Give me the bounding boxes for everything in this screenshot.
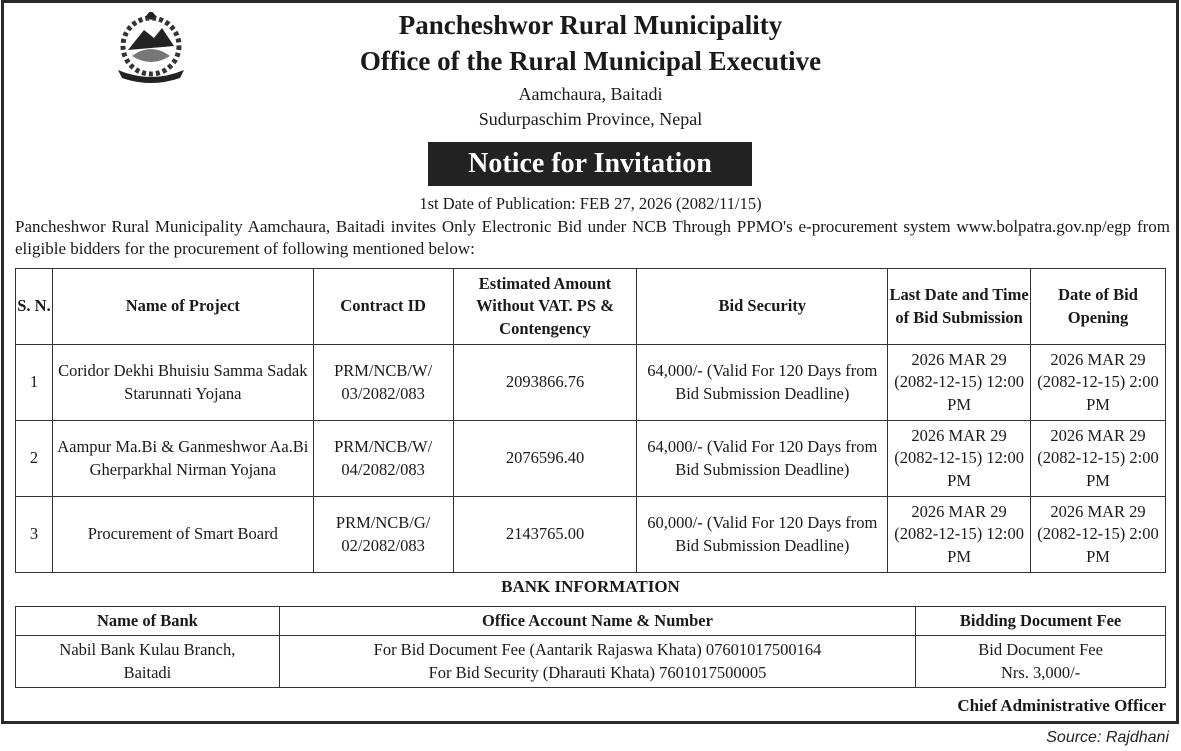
table-header-row <box>16 269 1166 345</box>
cell-amount: 2076596.40 <box>453 421 637 497</box>
municipality-title: Pancheshwor Rural Municipality <box>398 10 783 40</box>
cell-project: Aampur Ma.Bi & Ganmeshwor Aa.Bi Gherparkhal Nirman Yojana <box>52 421 313 497</box>
bank-name: Nabil Bank Kulau Branch, Baitadi <box>16 636 280 688</box>
doc-fee-label: Bid Document Fee <box>978 640 1103 659</box>
cell-sn: 1 <box>16 345 53 421</box>
cell-opening-date: 2026 MAR 29 (2082-12-15) 2:00 PM <box>1031 345 1166 421</box>
cell-contract-id: PRM/NCB/W/ 04/2082/083 <box>313 421 453 497</box>
cell-opening-date: 2026 MAR 29 (2082-12-15) 2:00 PM <box>1031 421 1166 497</box>
bank-row <box>16 636 1166 688</box>
table-row <box>16 497 1166 573</box>
header-bid-security: Bid Security <box>637 269 888 345</box>
bank-info-heading: BANK INFORMATION <box>501 577 680 596</box>
address-line-2: Sudurpaschim Province, Nepal <box>478 109 703 129</box>
cell-project: Coridor Dekhi Bhuisiu Samma Sadak Starunnati Yojana <box>52 345 313 421</box>
cell-project: Procurement of Smart Board <box>52 497 313 573</box>
header-opening-date: Date of Bid Opening <box>1031 269 1166 345</box>
cell-bid-security: 64,000/- (Valid For 120 Days from Bid Submission Deadline) <box>637 345 888 421</box>
cell-bid-security: 60,000/- (Valid For 120 Days from Bid Submission Deadline) <box>637 497 888 573</box>
doc-fee <box>916 636 1166 688</box>
procurement-table <box>15 268 1166 573</box>
cell-sn: 3 <box>16 497 53 573</box>
header-estimated-amount: Estimated Amount Without VAT. PS & Contengency <box>453 269 637 345</box>
header-account: Office Account Name & Number <box>279 607 915 636</box>
header-bank-name: Name of Bank <box>16 607 280 636</box>
address-line-1: Aamchaura, Baitadi <box>518 84 663 104</box>
cell-last-date: 2026 MAR 29 (2082-12-15) 12:00 PM <box>888 345 1031 421</box>
cell-amount: 2093866.76 <box>453 345 637 421</box>
intro-paragraph: Pancheshwor Rural Municipality Aamchaura, Baitadi invites Only Electronic Bid under NCB Through PPMO's e-procurement system www.bolpatra.gov.np/egp from eligible bidders for the procurement of following mentioned below: <box>15 217 1170 258</box>
cell-bid-security: 64,000/- (Valid For 120 Days from Bid Submission Deadline) <box>637 421 888 497</box>
header-last-date: Last Date and Time of Bid Submission <box>888 269 1031 345</box>
header-project: Name of Project <box>52 269 313 345</box>
table-row <box>16 345 1166 421</box>
cell-sn: 2 <box>16 421 53 497</box>
account-line-bid-security: For Bid Security (Dharauti Khata) 7601017500005 <box>428 662 767 682</box>
bank-header-row <box>16 607 1166 636</box>
cell-contract-id: PRM/NCB/G/ 02/2082/083 <box>313 497 453 573</box>
office-title: Office of the Rural Municipal Executive <box>359 46 822 76</box>
source-credit: Source: Rajdhani <box>1046 729 1169 746</box>
bank-table <box>15 606 1166 688</box>
cell-last-date: 2026 MAR 29 (2082-12-15) 12:00 PM <box>888 421 1031 497</box>
account-line-doc-fee: For Bid Document Fee (Aantarik Rajaswa Khata) 07601017500164 <box>373 640 822 659</box>
cell-contract-id: PRM/NCB/W/ 03/2082/083 <box>313 345 453 421</box>
header-contract-id: Contract ID <box>313 269 453 345</box>
notice-banner: Notice for Invitation <box>428 142 752 186</box>
header-sn: S. N. <box>16 269 53 345</box>
signatory: Chief Administrative Officer <box>957 696 1166 715</box>
account-info <box>279 636 915 688</box>
doc-fee-amount: Nrs. 3,000/- <box>1000 662 1081 682</box>
cell-last-date: 2026 MAR 29 (2082-12-15) 12:00 PM <box>888 497 1031 573</box>
cell-opening-date: 2026 MAR 29 (2082-12-15) 2:00 PM <box>1031 497 1166 573</box>
table-row <box>16 421 1166 497</box>
cell-amount: 2143765.00 <box>453 497 637 573</box>
header-doc-fee: Bidding Document Fee <box>916 607 1166 636</box>
publication-date: 1st Date of Publication: FEB 27, 2026 (2082/11/15) <box>419 194 762 213</box>
